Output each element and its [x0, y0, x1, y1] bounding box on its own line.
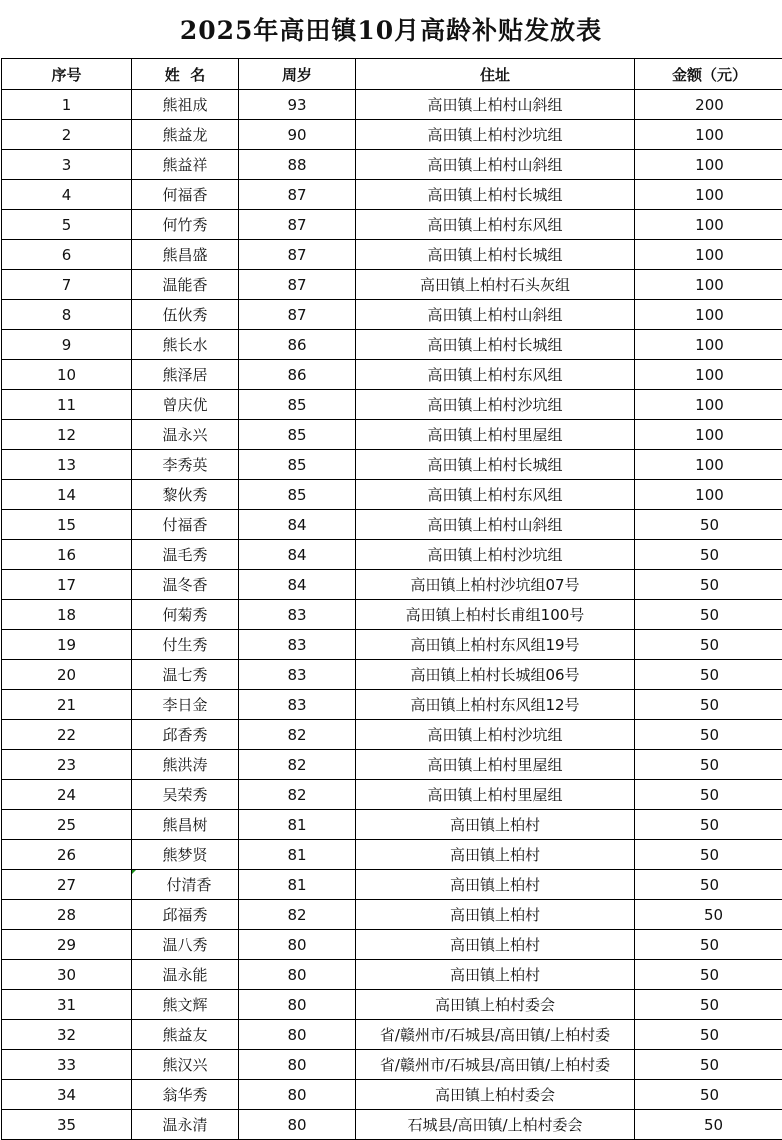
cell-amount[interactable]: 50: [635, 690, 782, 720]
cell-name[interactable]: 邱香秀: [132, 720, 239, 750]
cell-no[interactable]: 7: [2, 270, 132, 300]
cell-amount[interactable]: 50: [635, 720, 782, 750]
cell-no[interactable]: 3: [2, 150, 132, 180]
cell-amount[interactable]: 50: [635, 540, 782, 570]
cell-no[interactable]: 28: [2, 900, 132, 930]
cell-amount[interactable]: 50: [635, 840, 782, 870]
cell-no[interactable]: 35: [2, 1110, 132, 1140]
cell-name[interactable]: 熊长水: [132, 330, 239, 360]
cell-no[interactable]: 34: [2, 1080, 132, 1110]
cell-age[interactable]: 83: [239, 600, 356, 630]
cell-no[interactable]: 11: [2, 390, 132, 420]
cell-no[interactable]: 21: [2, 690, 132, 720]
cell-amount[interactable]: 50: [635, 630, 782, 660]
cell-name[interactable]: 李日金: [132, 690, 239, 720]
table-body: [2, 90, 782, 1140]
cell-name[interactable]: 温永兴: [132, 420, 239, 450]
cell-no[interactable]: 26: [2, 840, 132, 870]
cell-amount[interactable]: 50: [635, 750, 782, 780]
cell-name[interactable]: 熊汉兴: [132, 1050, 239, 1080]
cell-amount[interactable]: 100: [635, 150, 782, 180]
cell-age[interactable]: 82: [239, 780, 356, 810]
table-row: [2, 540, 782, 570]
cell-name[interactable]: 温毛秀: [132, 540, 239, 570]
cell-amount[interactable]: 100: [635, 180, 782, 210]
cell-amount[interactable]: 100: [635, 480, 782, 510]
cell-age[interactable]: 87: [239, 180, 356, 210]
cell-no[interactable]: 31: [2, 990, 132, 1020]
cell-amount[interactable]: 100: [635, 450, 782, 480]
cell-amount[interactable]: 50: [635, 600, 782, 630]
cell-name[interactable]: 温永清: [132, 1110, 239, 1140]
cell-name[interactable]: 温永能: [132, 960, 239, 990]
cell-address[interactable]: 高田镇上柏村山斜组: [356, 300, 635, 330]
cell-amount[interactable]: 50: [635, 1110, 782, 1140]
table-row: [2, 150, 782, 180]
cell-no[interactable]: 20: [2, 660, 132, 690]
cell-address[interactable]: 高田镇上柏村里屋组: [356, 750, 635, 780]
cell-no[interactable]: 33: [2, 1050, 132, 1080]
cell-address[interactable]: 高田镇上柏村长城组: [356, 450, 635, 480]
header-amount: 金额（元）: [635, 59, 782, 90]
cell-amount[interactable]: 100: [635, 270, 782, 300]
cell-amount[interactable]: 200: [635, 90, 782, 120]
cell-age[interactable]: 80: [239, 1110, 356, 1140]
cell-no[interactable]: 15: [2, 510, 132, 540]
table-row: [2, 720, 782, 750]
cell-age[interactable]: 80: [239, 1080, 356, 1110]
table-row: [2, 240, 782, 270]
cell-address[interactable]: 高田镇上柏村: [356, 960, 635, 990]
cell-age[interactable]: 85: [239, 420, 356, 450]
cell-address[interactable]: 高田镇上柏村东风组19号: [356, 630, 635, 660]
cell-address[interactable]: 高田镇上柏村山斜组: [356, 150, 635, 180]
table-row: [2, 330, 782, 360]
cell-address[interactable]: 高田镇上柏村: [356, 900, 635, 930]
cell-age[interactable]: 81: [239, 810, 356, 840]
cell-age[interactable]: 85: [239, 480, 356, 510]
cell-name[interactable]: 邱福秀: [132, 900, 239, 930]
cell-address[interactable]: 高田镇上柏村山斜组: [356, 90, 635, 120]
cell-no[interactable]: 23: [2, 750, 132, 780]
cell-age[interactable]: 81: [239, 840, 356, 870]
address-text: 省/赣州市/石城县/高田镇/上柏村委: [356, 1054, 635, 1075]
table-row: [2, 300, 782, 330]
cell-name[interactable]: 温能香: [132, 270, 239, 300]
cell-age[interactable]: 87: [239, 300, 356, 330]
table-row: [2, 420, 782, 450]
cell-no[interactable]: 10: [2, 360, 132, 390]
cell-age[interactable]: 85: [239, 390, 356, 420]
cell-amount[interactable]: 50: [635, 960, 782, 990]
cell-address[interactable]: 高田镇上柏村长城组06号: [356, 660, 635, 690]
cell-name[interactable]: 熊祖成: [132, 90, 239, 120]
cell-amount[interactable]: 50: [635, 660, 782, 690]
table-row: [2, 570, 782, 600]
cell-amount[interactable]: 100: [635, 390, 782, 420]
cell-amount[interactable]: 50: [635, 900, 782, 930]
table-row: [2, 180, 782, 210]
cell-age[interactable]: 80: [239, 1050, 356, 1080]
cell-age[interactable]: 80: [239, 930, 356, 960]
cell-name[interactable]: 何菊秀: [132, 600, 239, 630]
cell-amount[interactable]: 50: [635, 930, 782, 960]
table-row: [2, 810, 782, 840]
cell-marker-icon: [132, 870, 136, 874]
cell-address[interactable]: 高田镇上柏村委会: [356, 990, 635, 1020]
cell-address[interactable]: 高田镇上柏村沙坑组: [356, 720, 635, 750]
cell-name[interactable]: 熊益龙: [132, 120, 239, 150]
table-row: [2, 750, 782, 780]
cell-no[interactable]: 30: [2, 960, 132, 990]
table-row: [2, 630, 782, 660]
cell-no[interactable]: 19: [2, 630, 132, 660]
cell-name[interactable]: 温七秀: [132, 660, 239, 690]
cell-name[interactable]: 熊梦贤: [132, 840, 239, 870]
cell-age[interactable]: 86: [239, 330, 356, 360]
cell-amount[interactable]: 100: [635, 120, 782, 150]
cell-no[interactable]: 25: [2, 810, 132, 840]
table-row: [2, 990, 782, 1020]
cell-no[interactable]: 18: [2, 600, 132, 630]
cell-address[interactable]: 高田镇上柏村东风组: [356, 360, 635, 390]
header-no: 序号: [2, 59, 132, 90]
header-row: [2, 59, 782, 90]
cell-age[interactable]: 90: [239, 120, 356, 150]
table-row: [2, 1110, 782, 1140]
cell-amount[interactable]: 100: [635, 300, 782, 330]
cell-age[interactable]: 82: [239, 750, 356, 780]
header-name: 姓 名: [132, 59, 239, 90]
cell-age[interactable]: 82: [239, 900, 356, 930]
sheet-title: 2025年高田镇10月高龄补贴发放表: [0, 0, 782, 58]
table-row: [2, 90, 782, 120]
cell-address[interactable]: 高田镇上柏村东风组: [356, 210, 635, 240]
table-row: [2, 360, 782, 390]
table-row: [2, 870, 782, 900]
cell-amount[interactable]: 50: [635, 1050, 782, 1080]
cell-address[interactable]: 高田镇上柏村东风组12号: [356, 690, 635, 720]
cell-name[interactable]: 何竹秀: [132, 210, 239, 240]
table-row: [2, 930, 782, 960]
table-row: [2, 390, 782, 420]
cell-name[interactable]: 吴荣秀: [132, 780, 239, 810]
cell-amount[interactable]: 100: [635, 330, 782, 360]
cell-age[interactable]: 84: [239, 540, 356, 570]
cell-no[interactable]: 1: [2, 90, 132, 120]
cell-name[interactable]: 付福香: [132, 510, 239, 540]
cell-amount[interactable]: 50: [635, 870, 782, 900]
cell-address[interactable]: 高田镇上柏村: [356, 810, 635, 840]
cell-name[interactable]: 熊泽居: [132, 360, 239, 390]
cell-name[interactable]: 熊昌树: [132, 810, 239, 840]
cell-amount[interactable]: 100: [635, 360, 782, 390]
cell-address[interactable]: 高田镇上柏村: [356, 870, 635, 900]
table-row: [2, 270, 782, 300]
cell-age[interactable]: 87: [239, 210, 356, 240]
subsidy-table: [1, 58, 782, 1140]
cell-no[interactable]: 24: [2, 780, 132, 810]
cell-age[interactable]: 84: [239, 570, 356, 600]
cell-age[interactable]: 93: [239, 90, 356, 120]
cell-age[interactable]: 80: [239, 1020, 356, 1050]
cell-age[interactable]: 83: [239, 690, 356, 720]
cell-amount[interactable]: 50: [635, 990, 782, 1020]
cell-no[interactable]: 5: [2, 210, 132, 240]
cell-address[interactable]: 高田镇上柏村沙坑组: [356, 540, 635, 570]
table-row: [2, 600, 782, 630]
cell-amount[interactable]: 100: [635, 420, 782, 450]
cell-address[interactable]: 高田镇上柏村长城组: [356, 330, 635, 360]
cell-amount[interactable]: 50: [635, 1020, 782, 1050]
cell-name[interactable]: 伍伙秀: [132, 300, 239, 330]
cell-no[interactable]: 32: [2, 1020, 132, 1050]
cell-name[interactable]: 熊洪涛: [132, 750, 239, 780]
cell-address[interactable]: 高田镇上柏村委会: [356, 1080, 635, 1110]
cell-amount[interactable]: 50: [635, 780, 782, 810]
cell-no[interactable]: 13: [2, 450, 132, 480]
cell-age[interactable]: 88: [239, 150, 356, 180]
cell-no[interactable]: 4: [2, 180, 132, 210]
cell-address[interactable]: 高田镇上柏村沙坑组: [356, 120, 635, 150]
table-row: [2, 780, 782, 810]
cell-no[interactable]: 8: [2, 300, 132, 330]
cell-address[interactable]: 高田镇上柏村山斜组: [356, 510, 635, 540]
cell-address[interactable]: 高田镇上柏村里屋组: [356, 780, 635, 810]
table-row: [2, 660, 782, 690]
cell-address[interactable]: 高田镇上柏村长城组: [356, 180, 635, 210]
cell-name[interactable]: 翁华秀: [132, 1080, 239, 1110]
cell-amount[interactable]: 50: [635, 810, 782, 840]
table-row: [2, 1050, 782, 1080]
address-text: 省/赣州市/石城县/高田镇/上柏村委: [356, 1024, 635, 1045]
cell-address[interactable]: 高田镇上柏村沙坑组07号: [356, 570, 635, 600]
cell-amount[interactable]: 50: [635, 570, 782, 600]
cell-no[interactable]: 9: [2, 330, 132, 360]
table-row: [2, 840, 782, 870]
cell-address[interactable]: 高田镇上柏村长甫组100号: [356, 600, 635, 630]
cell-name[interactable]: 熊昌盛: [132, 240, 239, 270]
cell-amount[interactable]: 50: [635, 510, 782, 540]
cell-age[interactable]: 83: [239, 660, 356, 690]
cell-name[interactable]: 付清香: [132, 870, 239, 900]
table-row: [2, 960, 782, 990]
cell-address[interactable]: [356, 1020, 635, 1050]
cell-age[interactable]: 80: [239, 990, 356, 1020]
table-row: [2, 690, 782, 720]
header-address: 住址: [356, 59, 635, 90]
cell-no[interactable]: 12: [2, 420, 132, 450]
cell-name[interactable]: 温冬香: [132, 570, 239, 600]
cell-no[interactable]: 2: [2, 120, 132, 150]
table-row: [2, 510, 782, 540]
cell-no[interactable]: 16: [2, 540, 132, 570]
table-row: [2, 120, 782, 150]
cell-name[interactable]: 曾庆优: [132, 390, 239, 420]
cell-amount[interactable]: 100: [635, 240, 782, 270]
header-age: 周岁: [239, 59, 356, 90]
cell-age[interactable]: 80: [239, 960, 356, 990]
cell-amount[interactable]: 100: [635, 210, 782, 240]
cell-no[interactable]: 6: [2, 240, 132, 270]
table-row: [2, 900, 782, 930]
cell-address[interactable]: [356, 1050, 635, 1080]
table-row: [2, 450, 782, 480]
cell-address[interactable]: 高田镇上柏村石头灰组: [356, 270, 635, 300]
cell-name[interactable]: 黎伙秀: [132, 480, 239, 510]
cell-age[interactable]: 84: [239, 510, 356, 540]
cell-name[interactable]: 熊文辉: [132, 990, 239, 1020]
cell-address[interactable]: 高田镇上柏村里屋组: [356, 420, 635, 450]
cell-age[interactable]: 83: [239, 630, 356, 660]
table-row: [2, 1080, 782, 1110]
cell-no[interactable]: 14: [2, 480, 132, 510]
cell-address[interactable]: 石城县/高田镇/上柏村委会: [356, 1110, 635, 1140]
cell-amount[interactable]: 50: [635, 1080, 782, 1110]
table-row: [2, 1020, 782, 1050]
cell-address[interactable]: 高田镇上柏村长城组: [356, 240, 635, 270]
cell-age[interactable]: 85: [239, 450, 356, 480]
cell-age[interactable]: 86: [239, 360, 356, 390]
cell-age[interactable]: 87: [239, 240, 356, 270]
cell-no[interactable]: 22: [2, 720, 132, 750]
cell-name[interactable]: 何福香: [132, 180, 239, 210]
table-row: [2, 480, 782, 510]
cell-no[interactable]: 17: [2, 570, 132, 600]
cell-name[interactable]: 付生秀: [132, 630, 239, 660]
cell-no[interactable]: 27: [2, 870, 132, 900]
cell-age[interactable]: 82: [239, 720, 356, 750]
cell-name[interactable]: 熊益友: [132, 1020, 239, 1050]
cell-address[interactable]: 高田镇上柏村: [356, 840, 635, 870]
cell-address[interactable]: 高田镇上柏村: [356, 930, 635, 960]
cell-name[interactable]: 李秀英: [132, 450, 239, 480]
cell-no[interactable]: 29: [2, 930, 132, 960]
cell-name[interactable]: 熊益祥: [132, 150, 239, 180]
cell-address[interactable]: 高田镇上柏村沙坑组: [356, 390, 635, 420]
cell-address[interactable]: 高田镇上柏村东风组: [356, 480, 635, 510]
table-row: [2, 210, 782, 240]
cell-age[interactable]: 81: [239, 870, 356, 900]
cell-name[interactable]: 温八秀: [132, 930, 239, 960]
cell-age[interactable]: 87: [239, 270, 356, 300]
